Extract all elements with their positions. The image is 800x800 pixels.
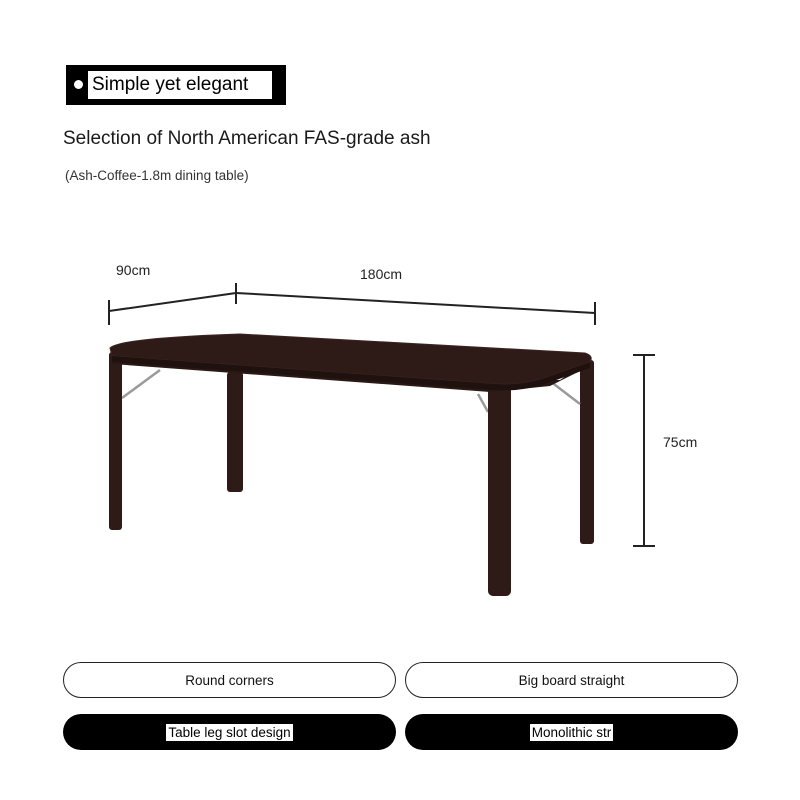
feature-label: Monolithic str (531, 724, 612, 740)
feature-monolithic (405, 714, 738, 750)
length-dimension-line (236, 293, 595, 325)
height-dimension-line (633, 355, 655, 546)
feature-big-board (405, 662, 738, 698)
feature-label: Round corners (185, 672, 274, 688)
feature-leg-slot (63, 714, 396, 750)
page-title: Selection of North American FAS-grade ash (63, 128, 431, 149)
length-label: 180cm (360, 266, 403, 282)
height-label: 75cm (663, 434, 698, 450)
table-leg-front-left (109, 352, 122, 530)
feature-round-corners (63, 662, 396, 698)
depth-label: 90cm (116, 262, 151, 278)
table-leg-front-right (488, 384, 511, 596)
badge-text: Simple yet elegant (88, 71, 272, 99)
table-leg-back-left (227, 372, 243, 492)
depth-dimension-line (109, 283, 236, 325)
page-subtitle: (Ash-Coffee-1.8m dining table) (65, 168, 249, 183)
feature-label: Table leg slot design (168, 724, 291, 740)
feature-label: Big board straight (518, 672, 625, 688)
table-leg-back-right (580, 360, 594, 544)
